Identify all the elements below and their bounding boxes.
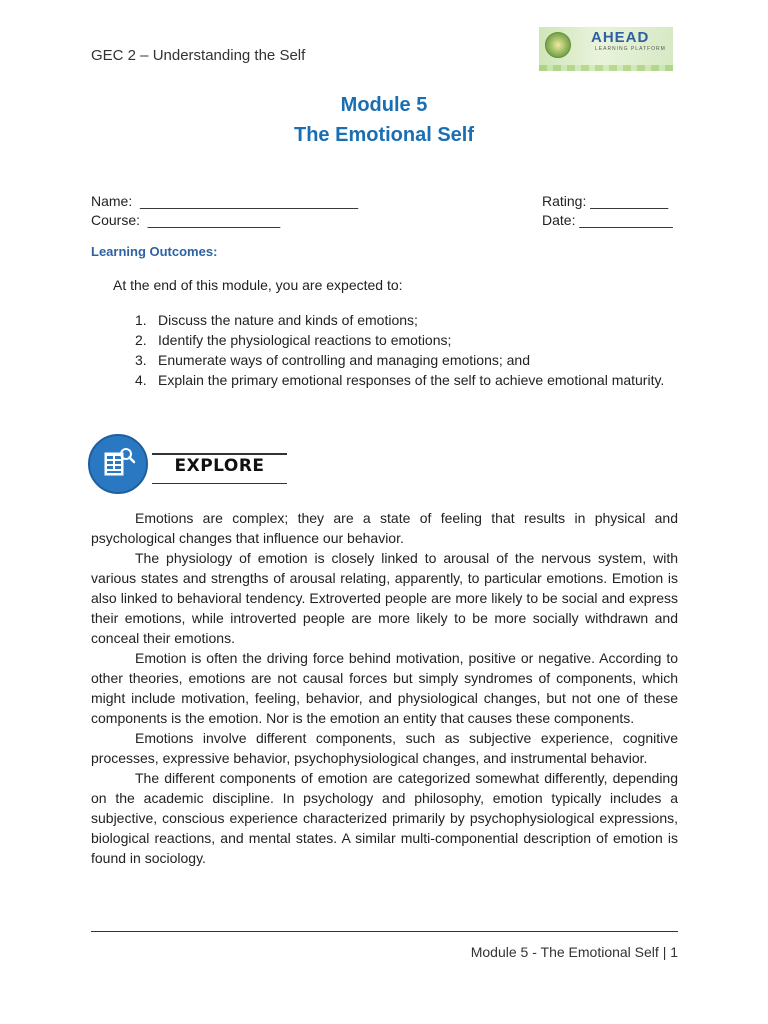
body-paragraph: Emotions involve different components, such as subjective experience, cognitive processes, expressive behavior, psychophysiological changes, and instrumental behavior. bbox=[91, 730, 678, 766]
module-number: Module 5 bbox=[340, 94, 428, 116]
explore-rule-bottom bbox=[152, 483, 287, 484]
body-paragraph: Emotion is often the driving force behind motivation, positive or negative. According to other theories, emotions are not causal forces but simply syndromes of components, which might include motivation, feeling, behavior, and physiological changes, but not one of these components is the emotion. Nor is the emotion an entity that causes these components. bbox=[91, 650, 678, 726]
logo-brand: AHEAD bbox=[591, 29, 650, 46]
logo-stripe bbox=[539, 65, 673, 71]
explore-heading: EXPLORE bbox=[174, 456, 265, 476]
course-header-title: GEC 2 – Understanding the Self bbox=[91, 47, 306, 64]
learning-outcomes-list bbox=[135, 310, 678, 390]
list-item-number: 2. bbox=[135, 332, 147, 348]
body-paragraph: Emotions are complex; they are a state of feeling that results in physical and psychological changes that influence our behavior. bbox=[91, 510, 678, 546]
module-title: The Emotional Self bbox=[293, 124, 475, 146]
name-field: Name: ____________________________ bbox=[91, 193, 359, 209]
list-item-number: 1. bbox=[135, 312, 147, 328]
list-item bbox=[135, 310, 678, 330]
learning-outcomes-intro: At the end of this module, you are expected to: bbox=[113, 277, 403, 293]
document-magnifier-icon bbox=[88, 434, 148, 494]
explore-body bbox=[91, 508, 678, 868]
list-item-text: Identify the physiological reactions to emotions; bbox=[158, 332, 452, 348]
list-item bbox=[135, 370, 678, 390]
list-item bbox=[135, 330, 678, 350]
list-item-text: Enumerate ways of controlling and managing emotions; and bbox=[158, 352, 530, 368]
explore-rule-top bbox=[152, 453, 287, 455]
body-paragraph: The physiology of emotion is closely linked to arousal of the nervous system, with various states and strengths of arousal relating, apparently, to particular emotions. Emotion is also linked to behavioral tendency. Extroverted people are more likely to be social and express their emotions, while introverted people are more likely to be more socially withdrawn and conceal their emotions. bbox=[91, 550, 678, 646]
list-item bbox=[135, 350, 678, 370]
list-item-number: 4. bbox=[135, 372, 147, 388]
list-item-number: 3. bbox=[135, 352, 147, 368]
learning-outcomes-label: Learning Outcomes: bbox=[91, 244, 218, 259]
course-field: Course: _________________ bbox=[91, 212, 281, 228]
logo-subtitle: LEARNING PLATFORM bbox=[595, 46, 666, 52]
body-paragraph: The different components of emotion are categorized somewhat differently, depending on the academic discipline. In psychology and philosophy, emotion typically includes a subjective, conscious experience characterized primarily by psychophysiological expressions, biological reactions, and mental states. A similar multi-componential description of emotion is found in sociology. bbox=[91, 770, 678, 866]
ahead-logo bbox=[539, 27, 673, 71]
date-field: Date: ____________ bbox=[542, 212, 673, 228]
rating-field: Rating: __________ bbox=[542, 193, 669, 209]
list-item-text: Discuss the nature and kinds of emotions; bbox=[158, 312, 418, 328]
footer-divider bbox=[91, 931, 678, 932]
page-footer: Module 5 - The Emotional Self | 1 bbox=[470, 944, 678, 960]
seal-icon bbox=[545, 32, 571, 58]
list-item-text: Explain the primary emotional responses of the self to achieve emotional maturity. bbox=[158, 372, 665, 388]
